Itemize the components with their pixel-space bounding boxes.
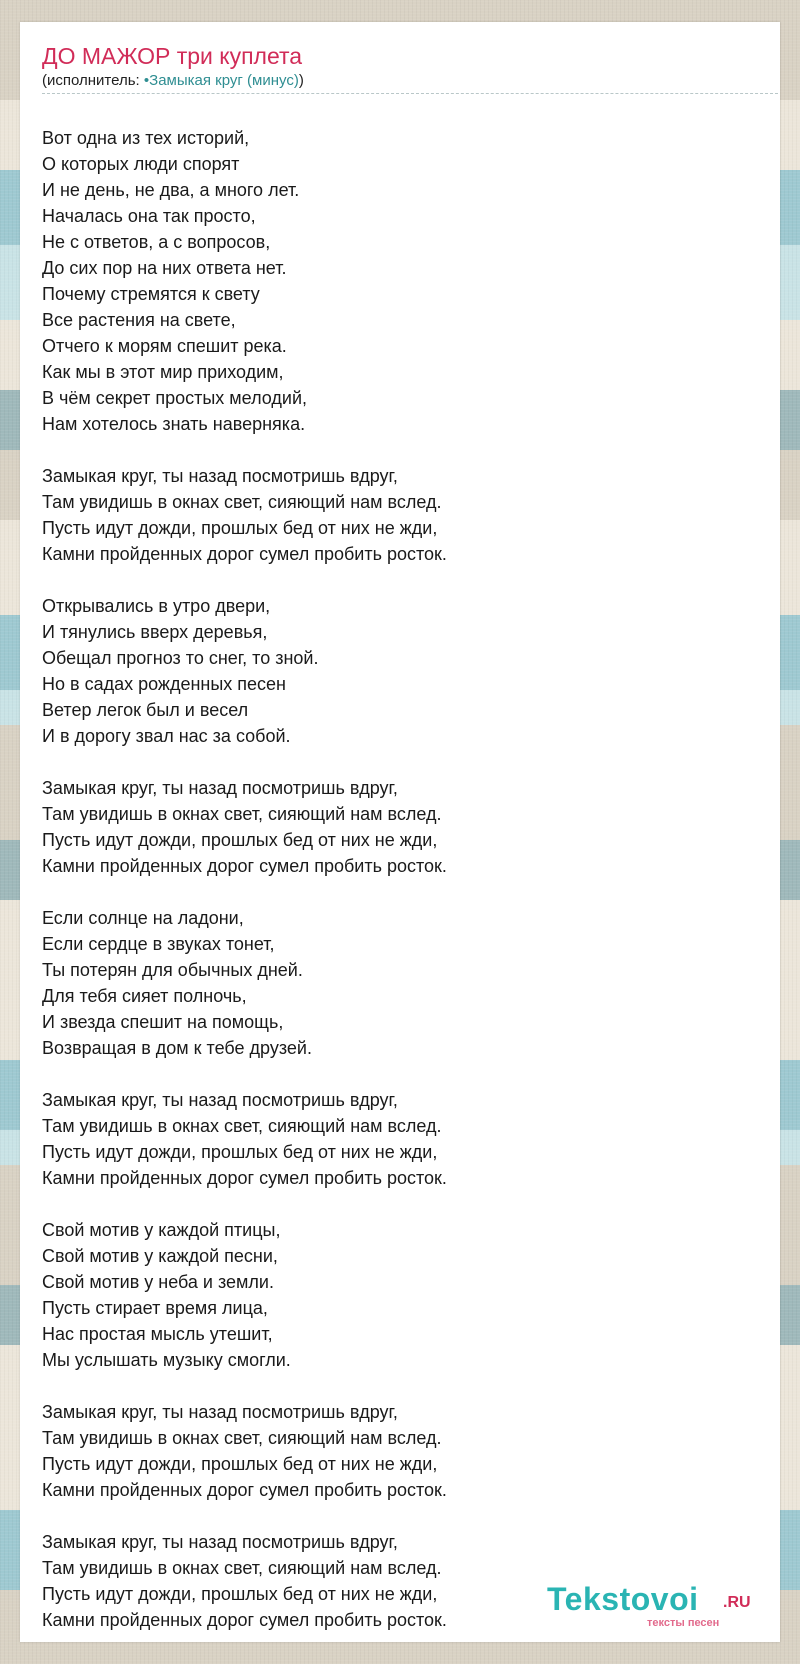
lyric-line: Замыкая круг, ты назад посмотришь вдруг, bbox=[42, 778, 398, 798]
lyric-line: И звезда спешит на помощь, bbox=[42, 1012, 284, 1032]
artist-suffix: ) bbox=[298, 72, 304, 89]
lyric-line: Но в садах рожденных песен bbox=[42, 674, 287, 694]
lyric-line: Там увидишь в окнах свет, сияющий нам вслед. bbox=[42, 1558, 442, 1578]
logo-tagline: тексты песен bbox=[647, 1617, 720, 1629]
lyrics-card bbox=[20, 22, 780, 1642]
lyric-line: И не день, не два, а много лет. bbox=[42, 180, 300, 200]
lyric-line: Нам хотелось знать наверняка. bbox=[42, 414, 306, 434]
artist-line bbox=[42, 71, 778, 91]
lyric-line: Нас простая мысль утешит, bbox=[42, 1324, 273, 1344]
site-logo[interactable] bbox=[547, 1580, 767, 1640]
lyric-line: Там увидишь в окнах свет, сияющий нам вслед. bbox=[42, 1428, 442, 1448]
lyrics-body bbox=[42, 125, 762, 1659]
lyric-stanza bbox=[42, 1217, 762, 1373]
lyric-line: Если солнце на ладони, bbox=[42, 908, 244, 928]
lyric-line: Как мы в этот мир приходим, bbox=[42, 362, 284, 382]
lyric-line: Там увидишь в окнах свет, сияющий нам вслед. bbox=[42, 492, 442, 512]
lyric-line: И в дорогу звал нас за собой. bbox=[42, 726, 291, 746]
lyric-stanza bbox=[42, 593, 762, 749]
lyric-line: Свой мотив у каждой птицы, bbox=[42, 1220, 281, 1240]
lyric-line: В чём секрет простых мелодий, bbox=[42, 388, 307, 408]
lyric-line: Пусть идут дожди, прошлых бед от них не жди, bbox=[42, 830, 438, 850]
lyric-stanza bbox=[42, 775, 762, 879]
lyric-stanza bbox=[42, 125, 762, 437]
lyric-line: Замыкая круг, ты назад посмотришь вдруг, bbox=[42, 1402, 398, 1422]
lyric-stanza bbox=[42, 1087, 762, 1191]
lyric-line: Ветер легок был и весел bbox=[42, 700, 249, 720]
lyric-line: До сих пор на них ответа нет. bbox=[42, 258, 287, 278]
lyric-line: Там увидишь в окнах свет, сияющий нам вслед. bbox=[42, 1116, 442, 1136]
lyric-stanza bbox=[42, 1399, 762, 1503]
lyric-line: Камни пройденных дорог сумел пробить росток. bbox=[42, 1610, 447, 1630]
lyric-line: Возвращая в дом к тебе друзей. bbox=[42, 1038, 312, 1058]
artist-name: Замыкая круг (минус) bbox=[149, 72, 299, 89]
lyric-line: Отчего к морям спешит река. bbox=[42, 336, 287, 356]
artist-prefix: (исполнитель: bbox=[42, 72, 144, 89]
lyric-line: Вот одна из тех историй, bbox=[42, 128, 250, 148]
logo-domain: .RU bbox=[723, 1594, 751, 1611]
lyric-line: Для тебя сияет полночь, bbox=[42, 986, 247, 1006]
lyric-line: Камни пройденных дорог сумел пробить росток. bbox=[42, 1480, 447, 1500]
lyric-stanza bbox=[42, 905, 762, 1061]
lyric-line: Пусть идут дожди, прошлых бед от них не жди, bbox=[42, 1142, 438, 1162]
lyric-line: Камни пройденных дорог сумел пробить росток. bbox=[42, 856, 447, 876]
lyric-line: Пусть идут дожди, прошлых бед от них не жди, bbox=[42, 1454, 438, 1474]
lyric-line: Почему стремятся к свету bbox=[42, 284, 260, 304]
lyric-line: Пусть стирает время лица, bbox=[42, 1298, 268, 1318]
artist-link[interactable] bbox=[144, 72, 299, 89]
lyric-line: Пусть идут дожди, прошлых бед от них не жди, bbox=[42, 1584, 438, 1604]
lyric-line: Камни пройденных дорог сумел пробить росток. bbox=[42, 1168, 447, 1188]
lyric-line: Не с ответов, а с вопросов, bbox=[42, 232, 271, 252]
lyric-line: Обещал прогноз то снег, то зной. bbox=[42, 648, 319, 668]
lyric-line: Открывались в утро двери, bbox=[42, 596, 271, 616]
lyric-line: Ты потерян для обычных дней. bbox=[42, 960, 303, 980]
logo-wordmark: Tekstovoi bbox=[547, 1581, 699, 1617]
lyric-line: Замыкая круг, ты назад посмотришь вдруг, bbox=[42, 1090, 398, 1110]
lyric-line: Началась она так просто, bbox=[42, 206, 256, 226]
lyric-line: Там увидишь в окнах свет, сияющий нам вслед. bbox=[42, 804, 442, 824]
lyric-line: Свой мотив у каждой песни, bbox=[42, 1246, 278, 1266]
lyric-line: Все растения на свете, bbox=[42, 310, 236, 330]
lyric-line: Замыкая круг, ты назад посмотришь вдруг, bbox=[42, 466, 398, 486]
lyric-line: О которых люди спорят bbox=[42, 154, 240, 174]
song-title: ДО МАЖОР три куплета bbox=[42, 43, 303, 69]
artist-bullet: • bbox=[143, 72, 150, 89]
lyric-line: Свой мотив у неба и земли. bbox=[42, 1272, 274, 1292]
song-header bbox=[42, 41, 778, 94]
lyric-stanza bbox=[42, 463, 762, 567]
lyric-line: Камни пройденных дорог сумел пробить росток. bbox=[42, 544, 447, 564]
lyric-line: Замыкая круг, ты назад посмотришь вдруг, bbox=[42, 1532, 398, 1552]
lyric-line: Если сердце в звуках тонет, bbox=[42, 934, 275, 954]
lyric-line: Пусть идут дожди, прошлых бед от них не жди, bbox=[42, 518, 438, 538]
lyric-line: Мы услышать музыку смогли. bbox=[42, 1350, 291, 1370]
lyric-line: И тянулись вверх деревья, bbox=[42, 622, 268, 642]
